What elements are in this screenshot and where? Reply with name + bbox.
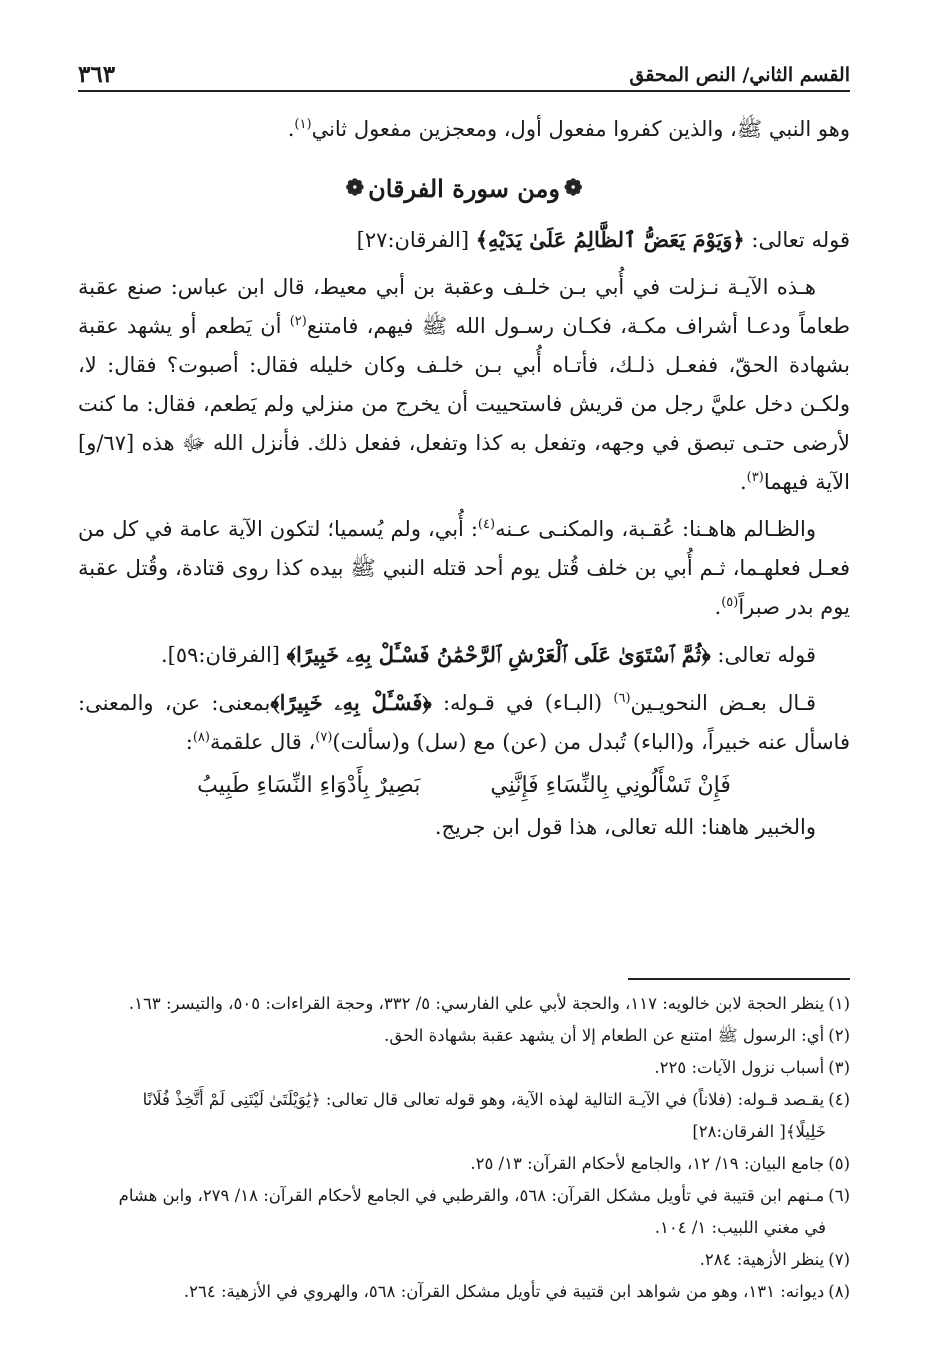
footnote (78, 1148, 850, 1180)
footnote (78, 1180, 850, 1244)
text-run: . (714, 595, 722, 619)
text-run: والظـالم هاهـنا: عُقـبة، والمكنـى عـنه (495, 517, 816, 541)
footnote (78, 1276, 850, 1308)
footnote (78, 1244, 850, 1276)
footnote-continuation: خَلِيلًا﴾[ الفرقان:٢٨] (692, 1122, 826, 1141)
running-header (78, 56, 850, 92)
text-run: قوله تعالى: (710, 643, 816, 667)
paragraph (78, 110, 850, 149)
footnote-text: جامع البيان: ١٩/ ١٢، والجامع لأحكام القرآن: ١٣/ ٢٥. (470, 1154, 825, 1173)
footnote-ref[interactable]: (١) (294, 117, 312, 132)
footnote-text: ديوانه: ١٣١، وهو من شواهد ابن قتيبة في تأويل مشكل القرآن: ٥٦٨، والهروي في الأزهية: ٢٦٤. (183, 1282, 825, 1301)
ornament-icon: ❁ (345, 175, 365, 201)
footnote-number: (٥) (828, 1154, 850, 1173)
text-run: والخبير هاهنا: الله تعالى، هذا قول ابن جريج. (434, 815, 816, 839)
paragraph (78, 268, 850, 502)
footnote-ref[interactable]: (٤) (477, 517, 496, 532)
verse-citation (78, 635, 850, 675)
quran-verse: ﴿وَيَوْمَ يَعَضُّ ٱلظَّالِمُ عَلَىٰ يَدَيْهِ﴾ (475, 227, 745, 252)
footnote (78, 1084, 850, 1148)
footnote-text: ينظر الأزهية: ٢٨٤. (699, 1250, 825, 1269)
footnote-number: (١) (828, 994, 850, 1013)
text-run: بمعنى: عن، والمعنى: فاسأل عنه خبيراً، و(الباء) تُبدل من (عن) مع (سل) و(سألت) (78, 691, 850, 754)
footnote-continuation: في مغني اللبيب: ١/ ١٠٤. (654, 1218, 826, 1237)
footnote-text: أسباب نزول الآيات: ٢٢٥. (654, 1058, 825, 1077)
page-number: ٣٦٣ (78, 61, 116, 88)
text-run: هـذه الآيـة نـزلت في أُبي بـن خلـف وعقبة بن أبي معيط، قال ابن عباس: صنع عقبة طعاماً ودعـا أشراف مكـة، فكـان رسـول الله ﷺ فيهم، فامتنع (78, 275, 850, 338)
paragraph (78, 510, 850, 627)
surah-heading (78, 169, 850, 208)
footnote-ref[interactable]: (٣) (746, 470, 764, 485)
text-run: : أُبي، ولم يُسميا؛ لتكون الآية عامة في كل من فعـل فعلهـما، ثـم أُبي بن خلف قُتل يوم أحد قتله النبي ﷺ بيده كذا روى قتادة، وقُتل عقبة يوم بدر صبراً (78, 517, 850, 619)
ornament-icon: ❁ (563, 175, 583, 201)
footnote (78, 1020, 850, 1052)
poem-hemistich-second: بَصِيرٌ بِأَدْوَاءِ النِّسَاءِ طَبِيبُ (197, 773, 421, 798)
footnote-ref[interactable]: (٨) (192, 730, 210, 745)
footnote-text: يقـصد قـوله: (فلاناً) في الآيـة التالية لهذه الآية، وهو قوله تعالى قال تعالى: ﴿يَٰوَيْلَتَىٰ لَيْتَنِى لَمْ أَتَّخِذْ فُلَانًا (142, 1090, 825, 1109)
verse-reference: [الفرقان:٢٧] (356, 228, 476, 252)
text-run: أن يَطعم أو يشهد عقبة بشهادة الحقّ، ففعـل ذلـك، فأتـاه أُبي بـن خلـف وكان خليله فقال: أصبوت؟ فقال: لا، ولكـن دخل عليَّ رجل من قريش فاستحييت أن يخرج من منزلي ولم يَطعم، فقال: ما كنت لأرضى حتـى تبصق في وجهه، وتفعل به كذا وتفعل، ففعل ذلك. فأنزل الله ﷻ هذه [٦٧/و] الآية فيهما (78, 314, 850, 494)
footnote-number: (٢) (828, 1026, 850, 1045)
footnote-ref[interactable]: (٥) (721, 595, 739, 610)
text-run: . (739, 470, 747, 494)
surah-title: ومن سورة الفرقان (368, 174, 560, 203)
footnote-ref[interactable]: (٧) (315, 730, 333, 745)
footnote-number: (٨) (828, 1282, 850, 1301)
quran-verse: ﴿فَسْـَٔلْ بِهِۦ خَبِيرًا﴾ (270, 690, 432, 715)
text-run: . (287, 117, 295, 141)
footnote-ref[interactable]: (٦) (613, 691, 631, 706)
verse-citation (78, 220, 850, 260)
quran-verse: ﴿ثُمَّ ٱسْتَوَىٰ عَلَى ٱلْعَرْشِ ٱلرَّحْمَٰنُ فَسْـَٔلْ بِهِۦ خَبِيرًا﴾ (286, 642, 711, 667)
text-run: وهو النبي ﷺ، والذين كفروا مفعول أول، ومعجزين مفعول ثاني (311, 117, 850, 141)
text-run: (البـاء) في قـوله: (431, 691, 614, 715)
footnote-number: (٣) (828, 1058, 850, 1077)
footnote-divider (628, 978, 850, 980)
text-run: ، قال علقمة (209, 730, 316, 754)
text-run: قوله تعالى: (744, 228, 850, 252)
footnote-text: مـنهم ابن قتيبة في تأويل مشكل القرآن: ٥٦٨، والقرطبي في الجامع لأحكام القرآن: ١٨/ ٢٧٩، وابن هشام (118, 1186, 825, 1205)
page (78, 0, 850, 1362)
main-text (78, 110, 850, 847)
text-run: قـال بعـض النحويـين (630, 691, 816, 715)
footnotes (78, 988, 850, 1308)
footnote-number: (٤) (828, 1090, 850, 1109)
footnote-text: أي: الرسول ﷺ امتنع عن الطعام إلا أن يشهد عقبة بشهادة الحق. (384, 1026, 825, 1045)
footnote (78, 988, 850, 1020)
poem-verse (78, 766, 850, 806)
footnote-number: (٦) (828, 1186, 850, 1205)
running-title: القسم الثاني/ النص المحقق (629, 64, 850, 86)
text-run: : (185, 730, 193, 754)
footnote-number: (٧) (828, 1250, 850, 1269)
paragraph (78, 808, 850, 847)
footnote (78, 1052, 850, 1084)
paragraph (78, 683, 850, 762)
footnote-text: ينظر الحجة لابن خالويه: ١١٧، والحجة لأبي علي الفارسي: ٥/ ٣٣٢، وحجة القراءات: ٥٠٥، والتيسر: ١٦٣. (128, 994, 825, 1013)
footnote-ref[interactable]: (٢) (289, 314, 307, 329)
verse-reference: [الفرقان:٥٩]. (160, 643, 287, 667)
poem-hemistich-first: فَإِنْ تَسْأَلُونِي بِالنِّسَاءِ فَإِنَّنِي (490, 773, 731, 798)
